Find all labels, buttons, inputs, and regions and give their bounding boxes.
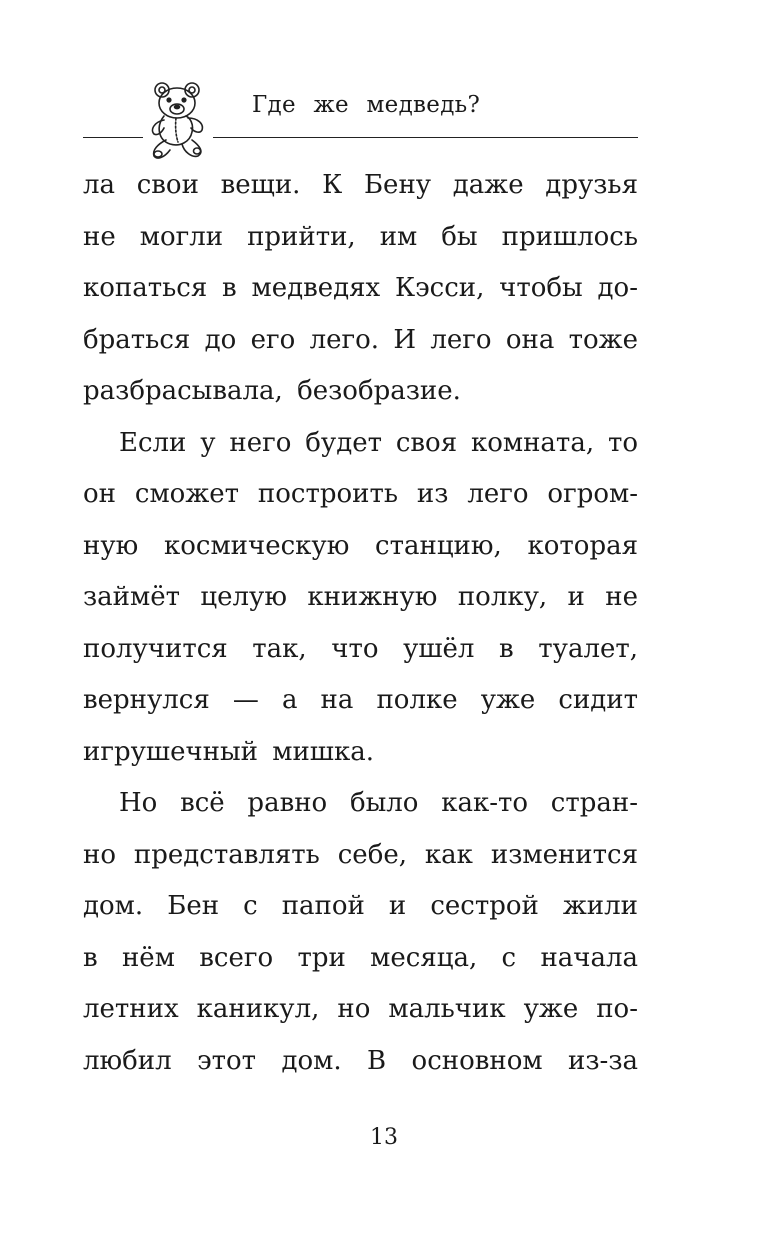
text-line: получится так, что ушёл в туалет, — [83, 633, 638, 664]
body-text — [83, 160, 638, 1087]
text-line: дом. Бен с папой и сестрой жили — [83, 891, 638, 921]
text-line: в нём всего три месяца, с начала — [83, 942, 638, 973]
text-line: ную космическую станцию, которая — [83, 530, 638, 561]
text-line: Но всё равно было как-то стран- — [119, 788, 638, 818]
text-line: не могли прийти, им бы пришлось — [83, 221, 638, 252]
text-line: летних каникул, но мальчик уже по- — [83, 994, 638, 1024]
teddy-bear-icon — [140, 78, 210, 162]
text-line: он сможет построить из лего огром- — [83, 479, 638, 509]
text-line: займёт целую книжную полку, и не — [83, 582, 638, 612]
text-line: ла свои вещи. К Бену даже друзья — [83, 170, 638, 200]
page-header — [0, 0, 768, 170]
text-line: любил этот дом. В основном из-за — [83, 1045, 638, 1076]
header-rule-left — [83, 137, 143, 138]
text-line: вернулся — а на полке уже сидит — [83, 685, 638, 715]
text-line: браться до его лего. И лего она тоже — [83, 324, 638, 355]
text-line: но представлять себе, как изменится — [83, 839, 638, 870]
header-rule-right — [213, 137, 638, 138]
text-line: игрушечный мишка. — [83, 736, 374, 767]
text-line: копаться в медведях Кэсси, чтобы до- — [83, 273, 638, 303]
page-number: 13 — [370, 1125, 398, 1150]
text-line: Если у него будет своя комната, то — [119, 427, 638, 458]
text-line: разбрасывала, безобразие. — [83, 376, 461, 406]
running-title: Где же медведь? — [252, 92, 481, 118]
